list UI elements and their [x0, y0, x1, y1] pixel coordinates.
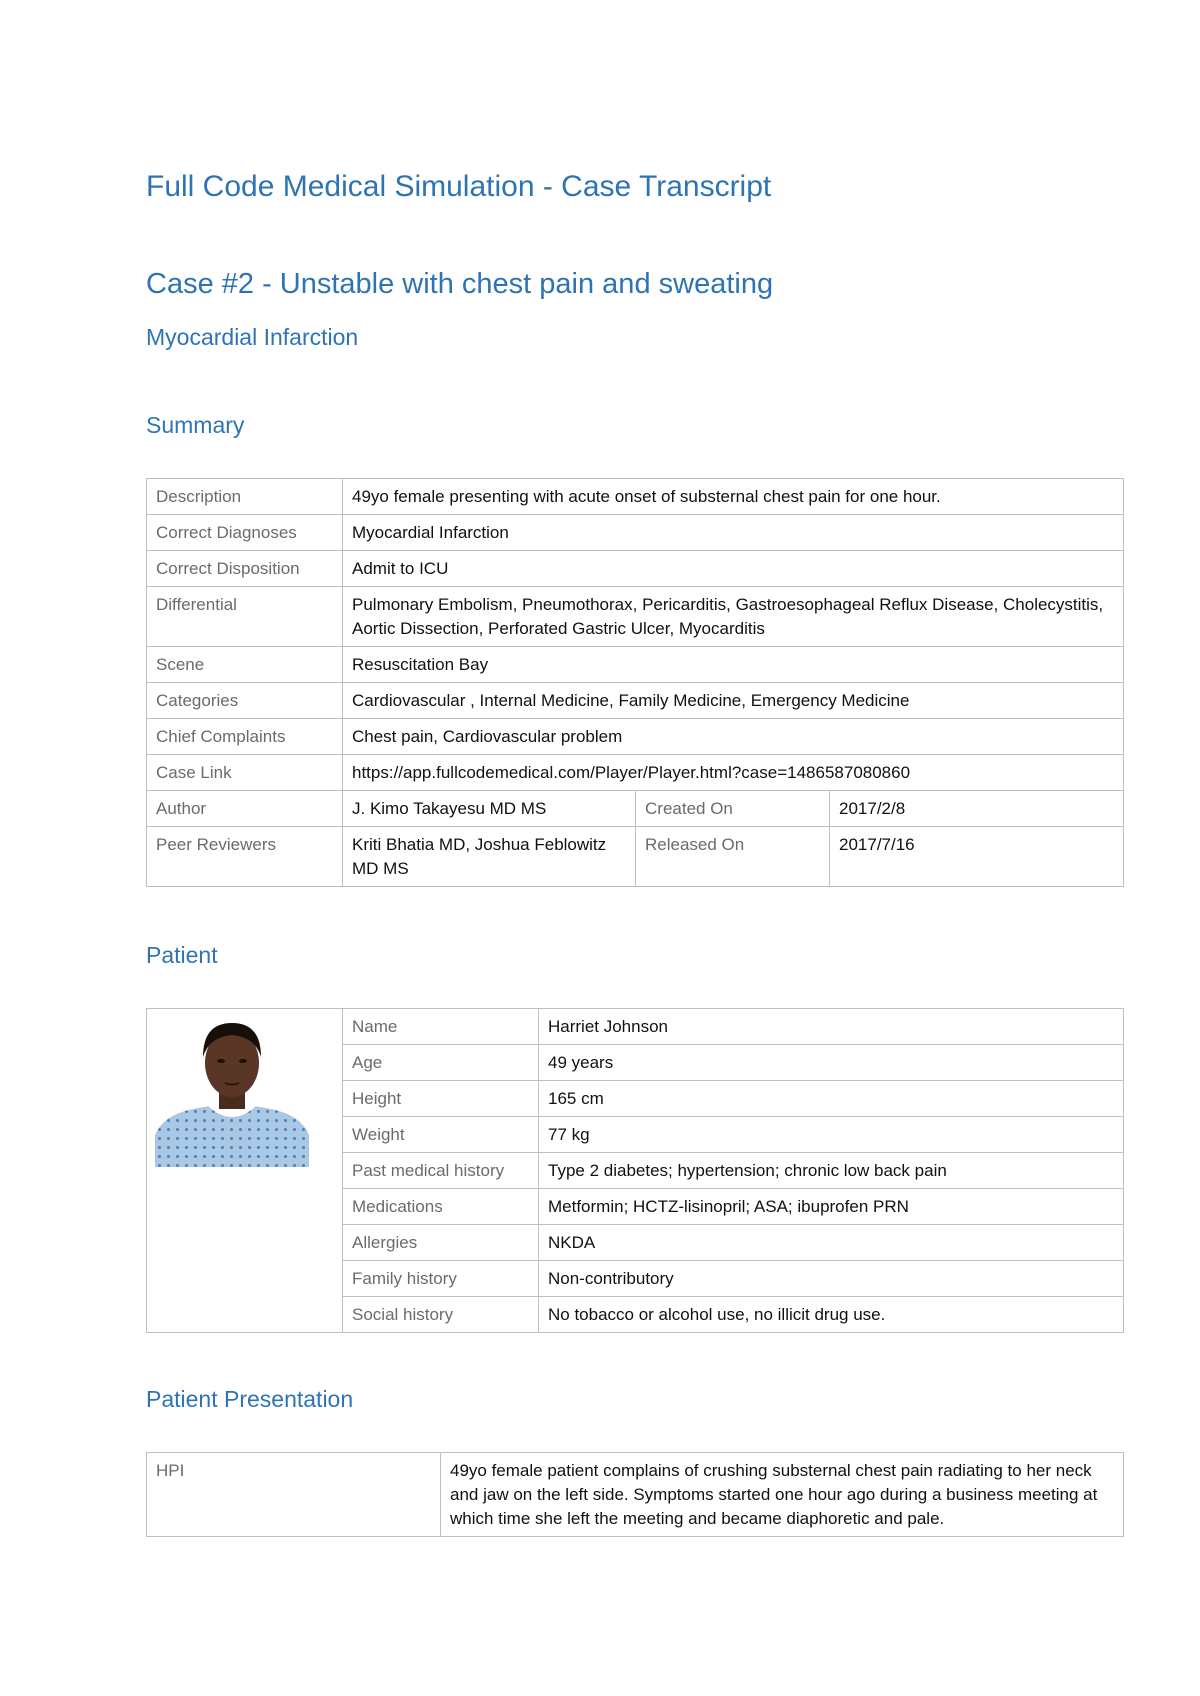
patient-label-social-history: Social history — [343, 1297, 539, 1333]
summary-value-chief-complaints: Chest pain, Cardiovascular problem — [343, 719, 1124, 755]
document-title: Full Code Medical Simulation - Case Transcript — [146, 170, 772, 203]
patient-label-allergies: Allergies — [343, 1225, 539, 1261]
table-row — [147, 587, 1124, 647]
table-row — [147, 683, 1124, 719]
patient-value-past-medical-history: Type 2 diabetes; hypertension; chronic low back pain — [539, 1153, 1124, 1189]
summary-heading: Summary — [146, 412, 245, 438]
table-row — [147, 827, 1124, 887]
patient-value-allergies: NKDA — [539, 1225, 1124, 1261]
patient-label-medications: Medications — [343, 1189, 539, 1225]
summary-label-chief-complaints: Chief Complaints — [147, 719, 343, 755]
summary-label-differential: Differential — [147, 587, 343, 647]
presentation-label-hpi: HPI — [147, 1453, 441, 1537]
summary-value-peer-reviewers: Kriti Bhatia MD, Joshua Feblowitz MD MS — [343, 827, 636, 887]
summary-label-released-on: Released On — [636, 827, 830, 887]
patient-label-age: Age — [343, 1045, 539, 1081]
summary-label-author: Author — [147, 791, 343, 827]
patient-value-weight: 77 kg — [539, 1117, 1124, 1153]
summary-label-case-link: Case Link — [147, 755, 343, 791]
patient-label-family-history: Family history — [343, 1261, 539, 1297]
summary-value-correct-diagnoses: Myocardial Infarction — [343, 515, 1124, 551]
presentation-table — [146, 1452, 1124, 1537]
table-row — [147, 551, 1124, 587]
summary-value-created-on: 2017/2/8 — [830, 791, 1124, 827]
summary-label-peer-reviewers: Peer Reviewers — [147, 827, 343, 887]
summary-label-correct-disposition: Correct Disposition — [147, 551, 343, 587]
diagnosis-heading: Myocardial Infarction — [146, 324, 359, 350]
summary-value-correct-disposition: Admit to ICU — [343, 551, 1124, 587]
patient-presentation-heading: Patient Presentation — [146, 1386, 354, 1412]
table-row — [147, 479, 1124, 515]
table-row — [147, 791, 1124, 827]
summary-label-created-on: Created On — [636, 791, 830, 827]
summary-label-correct-diagnoses: Correct Diagnoses — [147, 515, 343, 551]
case-link[interactable]: https://app.fullcodemedical.com/Player/Player.html?case=1486587080860 — [343, 755, 1124, 791]
patient-table — [146, 1008, 1124, 1333]
summary-label-categories: Categories — [147, 683, 343, 719]
patient-heading: Patient — [146, 942, 218, 968]
patient-value-family-history: Non-contributory — [539, 1261, 1124, 1297]
table-row — [147, 1453, 1124, 1537]
presentation-value-hpi: 49yo female patient complains of crushing substernal chest pain radiating to her neck and jaw on the left side. Symptoms started one hour ago during a business meeting at which time she left the meeting and became diaphoretic and pale. — [441, 1453, 1124, 1537]
patient-label-weight: Weight — [343, 1117, 539, 1153]
table-row — [147, 1009, 1124, 1045]
summary-value-author: J. Kimo Takayesu MD MS — [343, 791, 636, 827]
patient-avatar — [155, 1017, 309, 1167]
patient-value-name: Harriet Johnson — [539, 1009, 1124, 1045]
table-row — [147, 719, 1124, 755]
summary-value-description: 49yo female presenting with acute onset of substernal chest pain for one hour. — [343, 479, 1124, 515]
summary-value-scene: Resuscitation Bay — [343, 647, 1124, 683]
table-row — [147, 647, 1124, 683]
patient-value-social-history: No tobacco or alcohol use, no illicit drug use. — [539, 1297, 1124, 1333]
patient-value-medications: Metformin; HCTZ-lisinopril; ASA; ibuprofen PRN — [539, 1189, 1124, 1225]
summary-value-differential: Pulmonary Embolism, Pneumothorax, Pericarditis, Gastroesophageal Reflux Disease, Cholecystitis, Aortic Dissection, Perforated Gastric Ulcer, Myocarditis — [343, 587, 1124, 647]
summary-value-categories: Cardiovascular , Internal Medicine, Family Medicine, Emergency Medicine — [343, 683, 1124, 719]
patient-label-past-medical-history: Past medical history — [343, 1153, 539, 1189]
patient-label-name: Name — [343, 1009, 539, 1045]
table-row — [147, 515, 1124, 551]
patient-value-age: 49 years — [539, 1045, 1124, 1081]
patient-photo-cell — [147, 1009, 343, 1333]
table-row — [147, 755, 1124, 791]
patient-value-height: 165 cm — [539, 1081, 1124, 1117]
patient-label-height: Height — [343, 1081, 539, 1117]
summary-label-scene: Scene — [147, 647, 343, 683]
case-title: Case #2 - Unstable with chest pain and sweating — [146, 268, 774, 300]
summary-label-description: Description — [147, 479, 343, 515]
summary-value-released-on: 2017/7/16 — [830, 827, 1124, 887]
summary-table — [146, 478, 1124, 887]
